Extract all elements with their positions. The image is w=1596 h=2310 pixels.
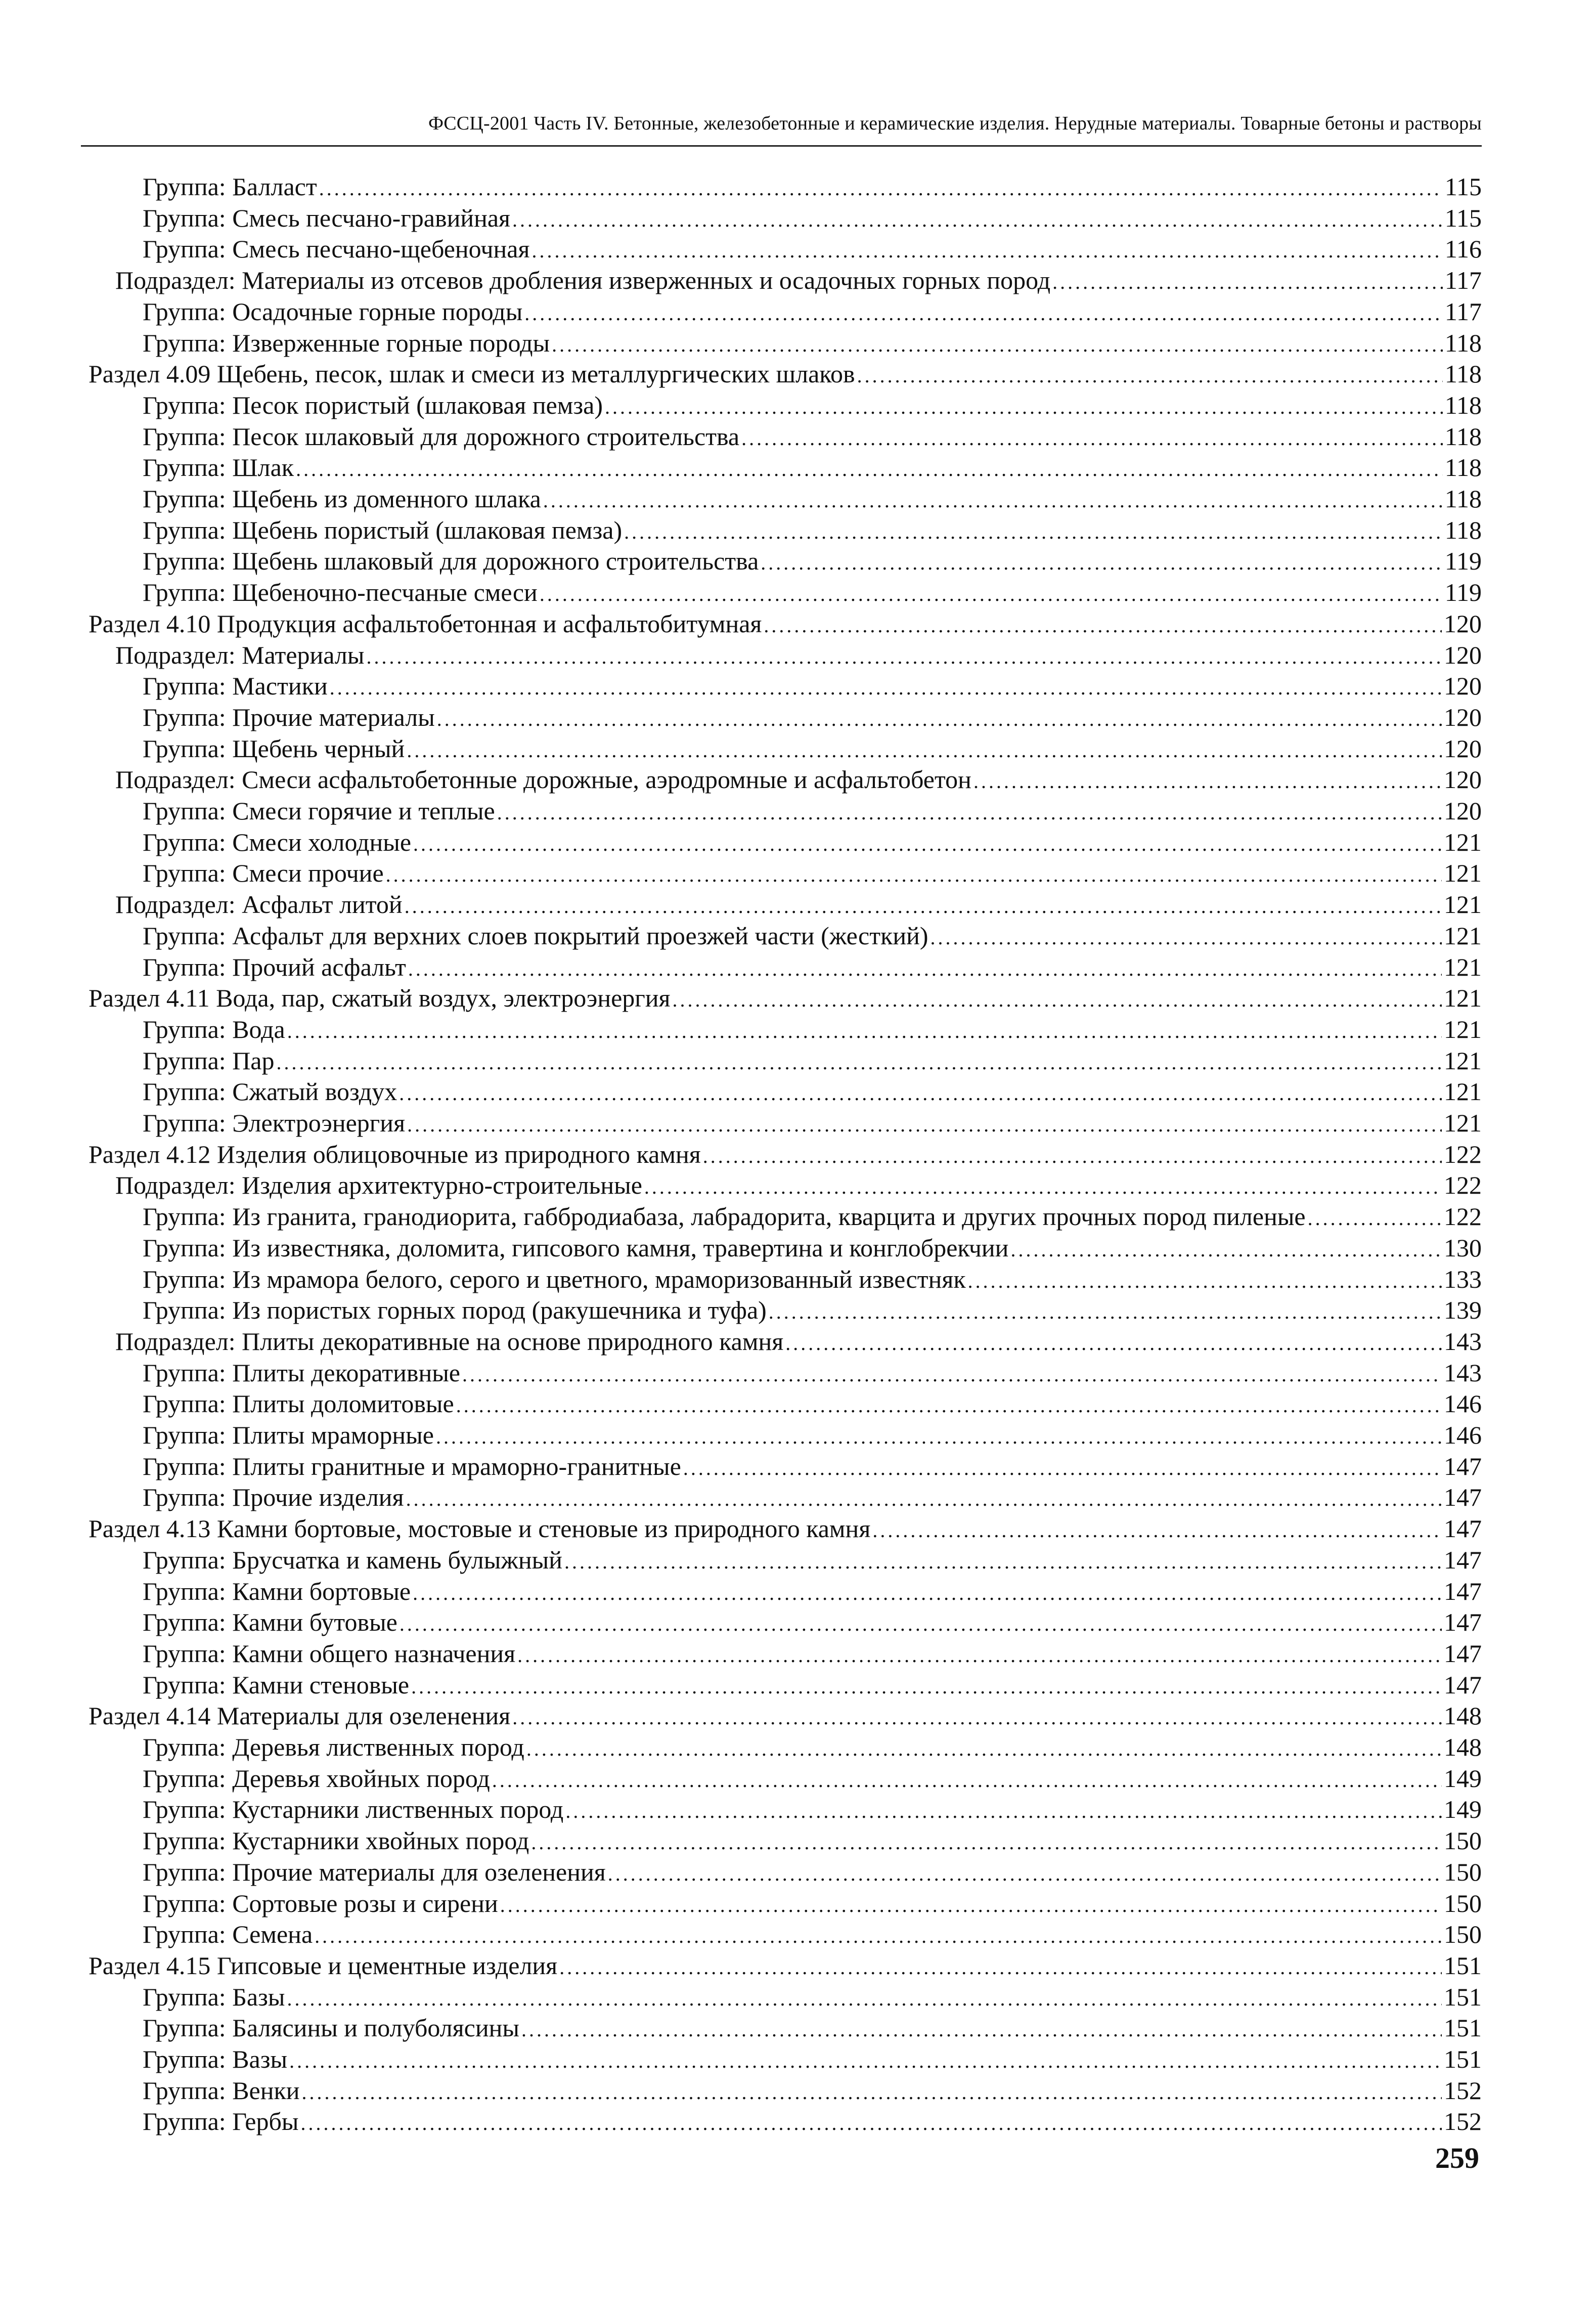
dot-leader <box>741 423 1443 454</box>
dot-leader <box>644 1171 1442 1203</box>
toc-entry-group <box>143 327 1482 359</box>
toc-entry-group <box>143 702 1482 733</box>
toc-entry-title: Группа: Изверженные горные породы <box>143 328 550 357</box>
toc-entry-title: Группа: Вазы <box>143 2045 288 2073</box>
toc-entry-page: 122 <box>1444 1140 1482 1168</box>
toc-entry-title: Группа: Смеси горячие и теплые <box>143 797 495 825</box>
toc-entry-page: 121 <box>1444 921 1482 950</box>
toc-entry-title: Группа: Шлак <box>143 453 294 482</box>
toc-entry-page: 118 <box>1444 328 1482 357</box>
dot-leader <box>872 1515 1442 1546</box>
toc-entry-page: 150 <box>1444 1826 1482 1855</box>
toc-entry-page: 147 <box>1444 1514 1482 1543</box>
toc-entry-page: 147 <box>1444 1670 1482 1699</box>
toc-entry-page: 122 <box>1444 1171 1482 1200</box>
toc-entry-page: 146 <box>1444 1389 1482 1418</box>
toc-entry-page: 115 <box>1444 203 1482 232</box>
toc-entry-title: Группа: Гербы <box>143 2107 299 2136</box>
dot-leader <box>764 610 1442 641</box>
toc-entry-title: Группа: Деревья хвойных пород <box>143 1764 490 1793</box>
dot-leader <box>565 1796 1442 1827</box>
toc-entry-title: Группа: Прочие материалы для озеленения <box>143 1857 606 1886</box>
toc-entry-group <box>143 233 1482 265</box>
dot-leader <box>366 641 1442 673</box>
toc-entry-title: Группа: Асфальт для верхних слоев покрытий проезжей части (жесткий) <box>143 921 928 950</box>
dot-leader <box>330 672 1442 704</box>
toc-entry-group <box>143 670 1482 702</box>
toc-entry-page: 139 <box>1444 1296 1482 1325</box>
dot-leader <box>413 1578 1442 1609</box>
dot-leader <box>437 704 1442 735</box>
toc-entry-group <box>143 2043 1482 2075</box>
running-header: ФССЦ-2001 Часть IV. Бетонные, железобетонные и керамические изделия. Нерудные материалы. Товарные бетоны и растворы <box>428 113 1482 134</box>
toc-entry-group <box>143 2012 1482 2043</box>
toc-entry-page: 151 <box>1444 2045 1482 2073</box>
toc-entry-page: 122 <box>1444 1202 1482 1231</box>
toc-entry-title: Группа: Из известняка, доломита, гипсового камня, травертина и конглобрекчии <box>143 1233 1009 1262</box>
toc-entry-page: 130 <box>1444 1233 1482 1262</box>
toc-entry-title: Группа: Прочий асфальт <box>143 952 406 981</box>
dot-leader <box>608 1858 1442 1890</box>
toc-entry-title: Подраздел: Изделия архитектурно-строительные <box>115 1171 642 1200</box>
toc-entry-subsection <box>115 1326 1482 1357</box>
dot-leader <box>492 1765 1442 1796</box>
toc-entry-title: Группа: Камни бутовые <box>143 1608 397 1637</box>
toc-entry-page: 147 <box>1444 1639 1482 1668</box>
toc-entry-group <box>143 1763 1482 1794</box>
toc-entry-title: Группа: Деревья лиственных пород <box>143 1733 524 1761</box>
toc-entry-title: Группа: Прочие материалы <box>143 703 435 731</box>
toc-entry-title: Группа: Щебень из доменного шлака <box>143 485 541 513</box>
toc-entry-page: 120 <box>1444 609 1482 638</box>
toc-entry-title: Группа: Базы <box>143 1982 285 2011</box>
toc-entry-page: 118 <box>1444 422 1482 451</box>
toc-entry-page: 133 <box>1444 1265 1482 1293</box>
dot-leader <box>462 1359 1442 1390</box>
toc-entry-group <box>143 1825 1482 1856</box>
dot-leader <box>526 1733 1442 1765</box>
toc-entry-title: Группа: Плиты декоративные <box>143 1358 461 1387</box>
toc-entry-title: Раздел 4.12 Изделия облицовочные из природного камня <box>88 1140 701 1168</box>
toc-entry-title: Группа: Камни стеновые <box>143 1670 410 1699</box>
toc-entry-page: 115 <box>1444 172 1482 201</box>
toc-entry-title: Группа: Из мрамора белого, серого и цветного, мраморизованный известняк <box>143 1265 966 1293</box>
toc-entry-title: Группа: Сжатый воздух <box>143 1077 397 1106</box>
toc-entry-page: 143 <box>1444 1358 1482 1387</box>
toc-entry-page: 150 <box>1444 1857 1482 1886</box>
toc-entry-group <box>143 202 1482 234</box>
dot-leader <box>497 797 1442 829</box>
toc-entry-page: 147 <box>1444 1452 1482 1480</box>
dot-leader <box>301 2108 1442 2139</box>
toc-entry-group <box>143 1357 1482 1388</box>
dot-leader <box>857 360 1443 391</box>
dot-leader <box>968 1266 1442 1297</box>
toc-entry-title: Группа: Сортовые розы и сирени <box>143 1889 498 1917</box>
toc-entry-page: 120 <box>1444 797 1482 825</box>
toc-entry-title: Группа: Вода <box>143 1015 285 1043</box>
dot-leader <box>1010 1234 1442 1266</box>
toc-entry-group <box>143 1263 1482 1295</box>
dot-leader <box>406 1484 1442 1515</box>
toc-entry-title: Группа: Балясины и полуболясины <box>143 2014 519 2042</box>
dot-leader <box>517 1640 1442 1671</box>
toc-entry-page: 121 <box>1444 859 1482 888</box>
toc-entry-page: 146 <box>1444 1421 1482 1449</box>
toc-entry-title: Группа: Плиты мраморные <box>143 1421 434 1449</box>
toc-entry-title: Группа: Семена <box>143 1920 313 1949</box>
toc-entry-group <box>143 452 1482 483</box>
toc-entry-page: 149 <box>1444 1795 1482 1824</box>
toc-entry-section <box>88 1950 1482 1981</box>
toc-entry-page: 151 <box>1444 2014 1482 2042</box>
dot-leader <box>289 2045 1442 2077</box>
dot-leader <box>500 1890 1442 1921</box>
toc-entry-group <box>143 296 1482 327</box>
toc-entry-title: Группа: Брусчатка и камень булыжный <box>143 1545 562 1574</box>
toc-entry-page: 152 <box>1444 2076 1482 2105</box>
toc-entry-page: 147 <box>1444 1545 1482 1574</box>
toc-entry-page: 116 <box>1444 235 1482 264</box>
toc-entry-section <box>88 1139 1482 1170</box>
toc-entry-title: Подраздел: Материалы из отсевов дробления изверженных и осадочных горных пород <box>115 266 1051 295</box>
dot-leader <box>407 1109 1442 1141</box>
toc-entry-section <box>88 1513 1482 1544</box>
dot-leader <box>400 1608 1442 1640</box>
toc-entry-page: 120 <box>1444 672 1482 701</box>
toc-entry-group <box>143 1201 1482 1232</box>
dot-leader <box>531 235 1442 267</box>
toc-entry-title: Раздел 4.10 Продукция асфальтобетонная и асфальтобитумная <box>88 609 762 638</box>
toc-entry-group <box>143 1981 1482 2013</box>
toc-entry-group <box>143 1888 1482 1919</box>
toc-entry-page: 118 <box>1444 515 1482 544</box>
dot-leader <box>408 953 1442 985</box>
dot-leader <box>296 454 1443 485</box>
dot-leader <box>540 579 1443 610</box>
toc-entry-group <box>143 514 1482 546</box>
dot-leader <box>531 1827 1442 1858</box>
dot-leader <box>512 204 1443 236</box>
toc-entry-group <box>143 1451 1482 1482</box>
toc-entry-group <box>143 1669 1482 1701</box>
dot-leader <box>319 173 1443 204</box>
toc-entry-page: 143 <box>1444 1327 1482 1356</box>
dot-leader <box>524 298 1443 329</box>
page-number: 259 <box>1435 2142 1479 2174</box>
toc-entry-group <box>143 1919 1482 1950</box>
toc-entry-title: Группа: Венки <box>143 2076 300 2105</box>
dot-leader <box>436 1421 1442 1453</box>
toc-entry-title: Группа: Кустарники хвойных пород <box>143 1826 529 1855</box>
toc-entry-page: 118 <box>1444 453 1482 482</box>
toc-entry-section <box>88 358 1482 389</box>
toc-entry-group <box>143 1014 1482 1045</box>
toc-entry-group <box>143 1045 1482 1076</box>
toc-entry-title: Группа: Камни бортовые <box>143 1577 411 1605</box>
dot-leader <box>287 1983 1442 2015</box>
toc-entry-group <box>143 389 1482 421</box>
toc-entry-group <box>143 545 1482 577</box>
toc-entry-group <box>143 1419 1482 1451</box>
toc-entry-group <box>143 1388 1482 1419</box>
toc-entry-title: Группа: Смесь песчано-гравийная <box>143 203 511 232</box>
toc-entry-title: Группа: Щебень пористый (шлаковая пемза) <box>143 515 623 544</box>
toc-entry-group <box>143 1107 1482 1139</box>
toc-entry-title: Группа: Кустарники лиственных пород <box>143 1795 564 1824</box>
dot-leader <box>564 1546 1442 1578</box>
dot-leader <box>973 766 1442 797</box>
toc-entry-group <box>143 857 1482 889</box>
toc-entry-group <box>143 1606 1482 1638</box>
toc-entry-subsection <box>115 639 1482 671</box>
toc-entry-page: 120 <box>1444 703 1482 731</box>
toc-entry-page: 118 <box>1444 485 1482 513</box>
toc-entry-group <box>143 1576 1482 1607</box>
dot-leader <box>673 984 1442 1016</box>
toc-entry-title: Группа: Смесь песчано-щебеночная <box>143 235 530 264</box>
toc-entry-title: Группа: Пар <box>143 1046 275 1075</box>
toc-entry-page: 121 <box>1444 890 1482 919</box>
toc-entry-title: Подраздел: Плиты декоративные на основе природного камня <box>115 1327 784 1356</box>
toc-entry-title: Подраздел: Смеси асфальтобетонные дорожные, аэродромные и асфальтобетон <box>115 765 971 794</box>
dot-leader <box>456 1390 1442 1421</box>
dot-leader <box>552 329 1443 361</box>
toc-entry-page: 147 <box>1444 1608 1482 1637</box>
dot-leader <box>624 516 1443 548</box>
toc-entry-group <box>143 1794 1482 1825</box>
toc-entry-title: Группа: Электроэнергия <box>143 1109 406 1137</box>
toc-entry-title: Группа: Щебеночно-песчаные смеси <box>143 578 538 607</box>
toc-entry-title: Группа: Прочие изделия <box>143 1483 404 1512</box>
toc-entry-page: 120 <box>1444 765 1482 794</box>
toc-entry-page: 120 <box>1444 734 1482 763</box>
dot-leader <box>407 735 1442 766</box>
toc-entry-page: 147 <box>1444 1577 1482 1605</box>
toc-entry-page: 121 <box>1444 1046 1482 1075</box>
toc-entry-group <box>143 951 1482 983</box>
toc-entry-title: Группа: Песок шлаковый для дорожного строительства <box>143 422 740 451</box>
toc-entry-page: 151 <box>1444 1982 1482 2011</box>
toc-entry-group <box>143 826 1482 858</box>
toc-entry-page: 121 <box>1444 1109 1482 1137</box>
toc-entry-page: 147 <box>1444 1483 1482 1512</box>
toc-entry-page: 118 <box>1444 390 1482 419</box>
toc-entry-title: Раздел 4.11 Вода, пар, сжатый воздух, электроэнергия <box>88 984 671 1013</box>
toc-entry-group <box>143 2075 1482 2106</box>
dot-leader <box>930 922 1442 953</box>
toc-entry-group <box>143 1638 1482 1669</box>
toc-entry-section <box>88 608 1482 639</box>
toc-entry-group <box>143 795 1482 826</box>
toc-entry-subsection <box>115 265 1482 296</box>
toc-entry-group <box>143 421 1482 452</box>
toc-entry-title: Группа: Смеси холодные <box>143 827 412 856</box>
toc-entry-title: Раздел 4.14 Материалы для озеленения <box>88 1702 511 1730</box>
dot-leader <box>386 859 1442 891</box>
toc-entry-page: 117 <box>1444 297 1482 326</box>
toc-entry-title: Группа: Песок пористый (шлаковая пемза) <box>143 390 603 419</box>
toc-entry-group <box>143 1544 1482 1576</box>
toc-entry-title: Группа: Осадочные горные породы <box>143 297 523 326</box>
dot-leader <box>683 1453 1442 1484</box>
toc-entry-page: 119 <box>1444 547 1482 576</box>
dot-leader <box>785 1328 1442 1359</box>
toc-entry-page: 117 <box>1444 266 1482 295</box>
toc-entry-title: Группа: Мастики <box>143 672 328 701</box>
dot-leader <box>405 891 1442 922</box>
toc-entry-title: Раздел 4.09 Щебень, песок, шлак и смеси из металлургических шлаков <box>88 360 855 388</box>
dot-leader <box>761 547 1443 579</box>
toc-entry-title: Группа: Щебень черный <box>143 734 405 763</box>
toc-entry-group <box>143 483 1482 514</box>
toc-entry-section <box>88 1700 1482 1731</box>
toc-entry-title: Группа: Из пористых горных пород (ракушечника и туфа) <box>143 1296 767 1325</box>
toc-entry-group <box>143 171 1482 202</box>
toc-entry-group <box>143 1481 1482 1513</box>
toc-entry-title: Группа: Из гранита, гранодиорита, габбродиабаза, лабрадорита, кварцита и других прочных пород пиленые <box>143 1202 1306 1231</box>
toc-entry-subsection <box>115 764 1482 795</box>
dot-leader <box>521 2014 1442 2045</box>
toc-entry-title: Группа: Камни общего назначения <box>143 1639 516 1668</box>
dot-leader <box>302 2077 1442 2108</box>
toc-entry-group <box>143 733 1482 764</box>
dot-leader <box>605 391 1443 423</box>
toc-entry-group <box>143 920 1482 951</box>
toc-entry-page: 121 <box>1444 984 1482 1013</box>
dot-leader <box>287 1016 1442 1047</box>
dot-leader <box>703 1141 1442 1172</box>
toc-entry-page: 152 <box>1444 2107 1482 2136</box>
dot-leader <box>411 1671 1442 1703</box>
toc-entry-group <box>143 1294 1482 1326</box>
toc-entry-group <box>143 1856 1482 1888</box>
toc-entry-group <box>143 1232 1482 1263</box>
toc-entry-title: Подраздел: Асфальт литой <box>115 890 403 919</box>
toc-entry-group <box>143 2106 1482 2137</box>
dot-leader <box>769 1296 1442 1328</box>
toc-entry-page: 118 <box>1444 360 1482 388</box>
toc-entry-page: 148 <box>1444 1702 1482 1730</box>
toc-entry-page: 119 <box>1444 578 1482 607</box>
toc-entry-section <box>88 982 1482 1014</box>
dot-leader <box>1052 267 1443 298</box>
toc-entry-page: 150 <box>1444 1920 1482 1949</box>
toc-entry-title: Подраздел: Материалы <box>115 640 365 669</box>
toc-entry-page: 120 <box>1444 640 1482 669</box>
dot-leader <box>512 1702 1442 1733</box>
toc-entry-title: Группа: Плиты доломитовые <box>143 1389 454 1418</box>
dot-leader <box>315 1921 1442 1952</box>
toc-entry-title: Группа: Смеси прочие <box>143 859 384 888</box>
toc-entry-group <box>143 577 1482 608</box>
toc-entry-title: Группа: Плиты гранитные и мраморно-гранитные <box>143 1452 681 1480</box>
toc-entry-page: 121 <box>1444 1015 1482 1043</box>
toc-entry-page: 121 <box>1444 827 1482 856</box>
toc-entry-page: 148 <box>1444 1733 1482 1761</box>
toc-entry-page: 151 <box>1444 1951 1482 1980</box>
toc-entry-title: Группа: Балласт <box>143 172 317 201</box>
toc-entry-page: 150 <box>1444 1889 1482 1917</box>
toc-entry-page: 149 <box>1444 1764 1482 1793</box>
toc-entry-subsection <box>115 1169 1482 1201</box>
toc-entry-group <box>143 1731 1482 1763</box>
toc-entry-page: 121 <box>1444 1077 1482 1106</box>
dot-leader <box>277 1047 1442 1078</box>
dot-leader <box>543 485 1443 516</box>
dot-leader <box>559 1952 1442 1983</box>
toc-entry-title: Раздел 4.15 Гипсовые и цементные изделия <box>88 1951 558 1980</box>
toc-entry-title: Группа: Щебень шлаковый для дорожного строительства <box>143 547 759 576</box>
header-rule <box>81 145 1482 147</box>
toc-entry-title: Раздел 4.13 Камни бортовые, мостовые и стеновые из природного камня <box>88 1514 871 1543</box>
dot-leader <box>1308 1203 1442 1234</box>
dot-leader <box>413 829 1442 860</box>
toc-entry-page: 121 <box>1444 952 1482 981</box>
toc-entry-group <box>143 1076 1482 1107</box>
toc-entry-subsection <box>115 889 1482 920</box>
dot-leader <box>399 1078 1442 1109</box>
